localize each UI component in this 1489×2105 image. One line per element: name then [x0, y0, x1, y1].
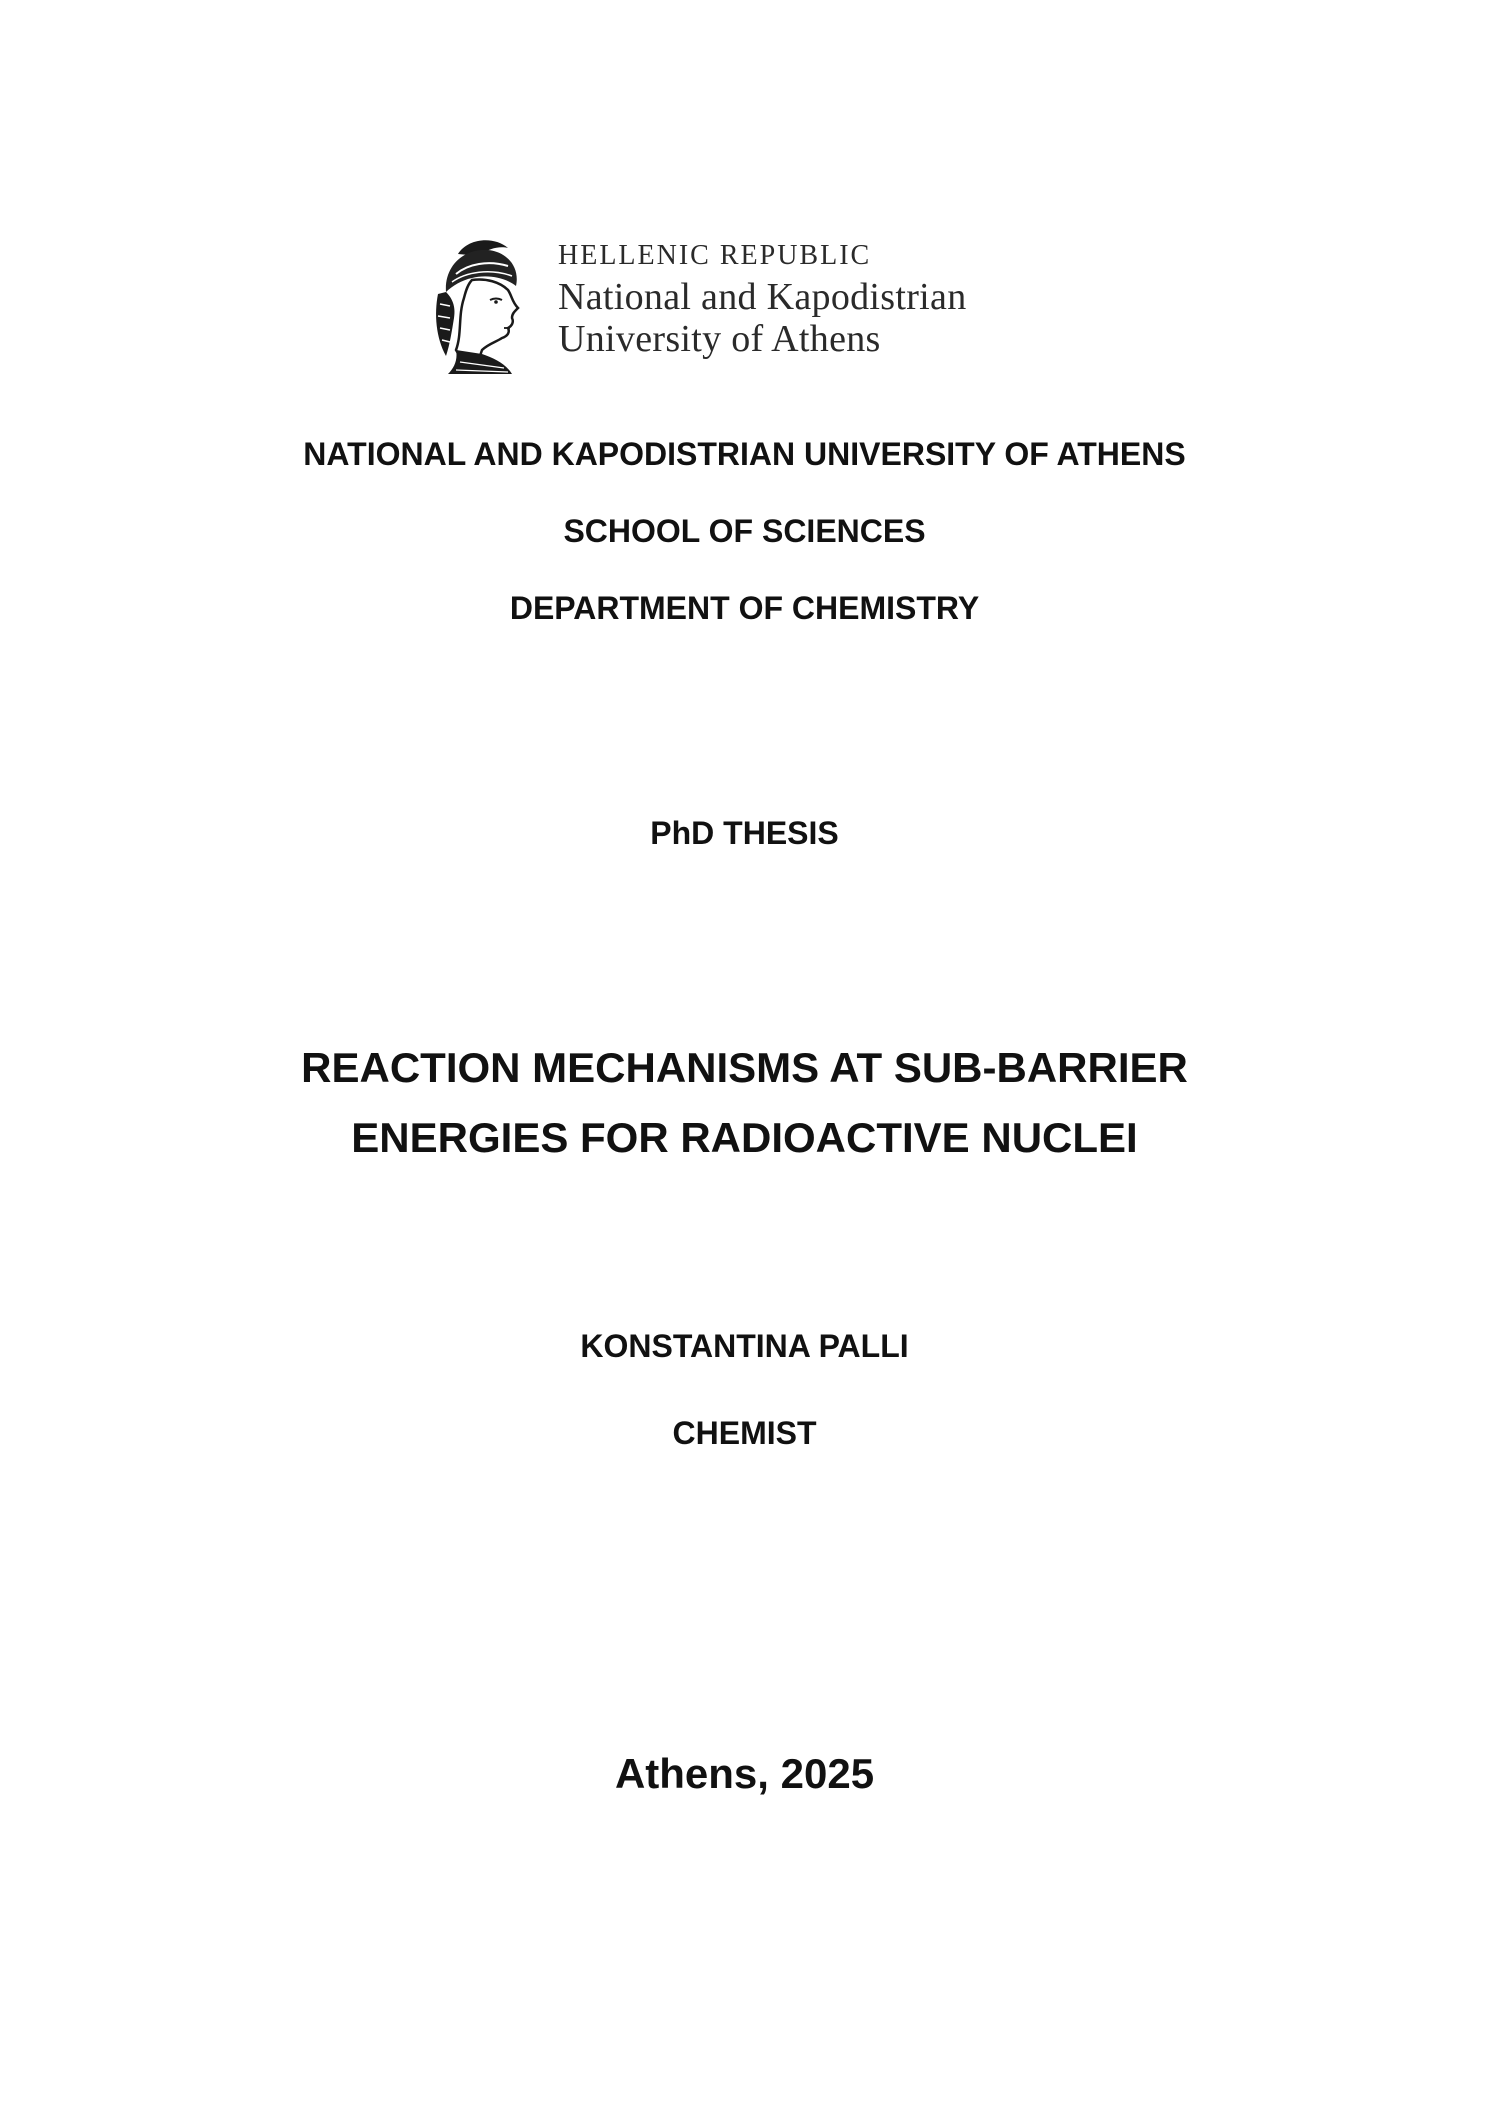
- logo-wordmark: [558, 240, 967, 360]
- author-name: KONSTANTINA PALLI: [580, 1328, 909, 1364]
- logo-university-line-2: University of Athens: [558, 318, 881, 360]
- university-name: NATIONAL AND KAPODISTRIAN UNIVERSITY OF ATHENS: [303, 436, 1186, 472]
- department-name: DEPARTMENT OF CHEMISTRY: [509, 590, 980, 626]
- logo-country-line: HELLENIC REPUBLIC: [558, 240, 872, 271]
- logo-university-line-1: National and Kapodistrian: [558, 276, 967, 318]
- thesis-title-line-2: ENERGIES FOR RADIOACTIVE NUCLEI: [351, 1114, 1138, 1161]
- document-type: PhD THESIS: [650, 815, 839, 851]
- school-name: SCHOOL OF SCIENCES: [563, 513, 926, 549]
- place-and-year: Athens, 2025: [614, 1750, 875, 1797]
- thesis-title-line-1: REACTION MECHANISMS AT SUB-BARRIER: [301, 1044, 1188, 1091]
- university-logo: [428, 234, 1068, 380]
- athena-head-emblem-icon: [428, 234, 532, 376]
- author-profession: CHEMIST: [672, 1415, 817, 1451]
